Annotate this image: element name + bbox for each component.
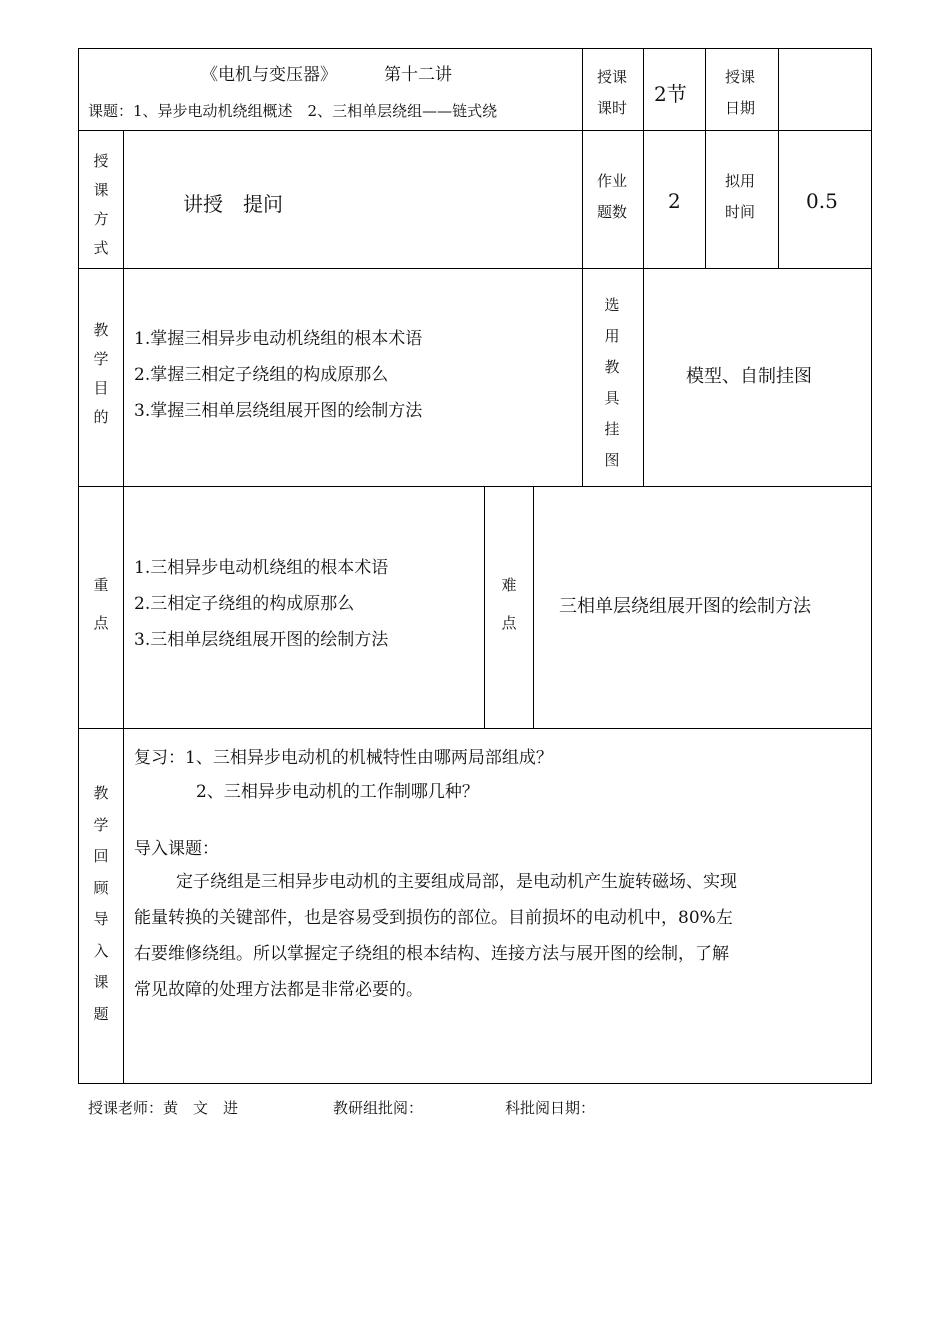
difficulty-label: 难 点 bbox=[501, 576, 517, 632]
homework-label: 作业 bbox=[597, 172, 628, 190]
review-question-2: 2、三相异步电动机的工作制哪几种？ bbox=[196, 782, 479, 802]
teaching-method: 讲授 提问 bbox=[183, 192, 283, 216]
column-divider bbox=[123, 130, 124, 1084]
time-label: 时间 bbox=[725, 203, 756, 221]
homework-count: 2 bbox=[668, 189, 681, 213]
row-divider bbox=[78, 130, 872, 131]
intro-line: 定子绕组是三相异步电动机的主要组成局部，是电动机产生旋转磁场、实现 bbox=[176, 872, 737, 892]
teacher-name: 授课老师：黄 文 进 bbox=[88, 1099, 239, 1117]
objectives-label: 教 学 目 的 bbox=[93, 321, 109, 426]
review-question-1: 复习：1、三相异步电动机的机械特性由哪两局部组成？ bbox=[134, 748, 553, 768]
objective-item: 2.掌握三相定子绕组的构成原那么 bbox=[134, 365, 389, 385]
row-divider bbox=[78, 728, 872, 729]
intro-line: 右要维修绕组。所以掌握定子绕组的根本结构、连接方法与展开图的绘制，了解 bbox=[134, 944, 729, 964]
column-divider bbox=[643, 48, 644, 486]
row-divider bbox=[78, 268, 872, 269]
lecture-number: 第十二讲 bbox=[384, 65, 452, 85]
column-divider bbox=[705, 48, 706, 268]
row-divider bbox=[78, 486, 872, 487]
review-date: 科批阅日期： bbox=[505, 1099, 596, 1117]
date-label: 日期 bbox=[725, 99, 756, 117]
intro-label: 导入课题： bbox=[134, 839, 219, 859]
homework-label: 题数 bbox=[597, 203, 628, 221]
hours-label: 课时 bbox=[597, 99, 628, 117]
review-group: 教研组批阅： bbox=[333, 1099, 424, 1117]
teaching-aids-value: 模型、自制挂图 bbox=[686, 366, 812, 387]
course-title: 《电机与变压器》 bbox=[201, 65, 337, 85]
column-divider bbox=[533, 486, 534, 728]
key-points-list bbox=[134, 550, 388, 658]
column-divider bbox=[778, 48, 779, 268]
teaching-aids-label: 选 用 教 具 挂 图 bbox=[604, 296, 620, 469]
key-points-label: 重 点 bbox=[93, 576, 109, 632]
objectives-list bbox=[134, 321, 422, 429]
lesson-topic: 课题：1、异步电动机绕组概述 2、三相单层绕组——链式绕 bbox=[88, 102, 498, 120]
difficulty-value: 三相单层绕组展开图的绘制方法 bbox=[559, 596, 811, 617]
intro-line: 常见故障的处理方法都是非常必要的。 bbox=[134, 980, 423, 1000]
objective-item: 1.掌握三相异步电动机绕组的根本术语 bbox=[134, 329, 423, 349]
time-label: 拟用 bbox=[725, 172, 756, 190]
method-label: 授 课 方 式 bbox=[93, 152, 109, 257]
key-point-item: 2.三相定子绕组的构成原那么 bbox=[134, 594, 355, 614]
hours-label: 授课 bbox=[597, 68, 628, 86]
hours-value: 2节 bbox=[654, 82, 687, 106]
intro-line: 能量转换的关键部件，也是容易受到损伤的部位。目前损坏的电动机中，80%左 bbox=[134, 908, 733, 928]
planned-time: 0.5 bbox=[806, 189, 838, 213]
column-divider bbox=[582, 48, 583, 486]
date-label: 授课 bbox=[725, 68, 756, 86]
intro-paragraph bbox=[134, 864, 864, 1008]
key-point-item: 1.三相异步电动机绕组的根本术语 bbox=[134, 558, 389, 578]
objective-item: 3.掌握三相单层绕组展开图的绘制方法 bbox=[134, 401, 423, 421]
key-point-item: 3.三相单层绕组展开图的绘制方法 bbox=[134, 630, 389, 650]
review-label: 教 学 回 顾 导 入 课 题 bbox=[93, 784, 109, 1023]
column-divider bbox=[484, 486, 485, 728]
